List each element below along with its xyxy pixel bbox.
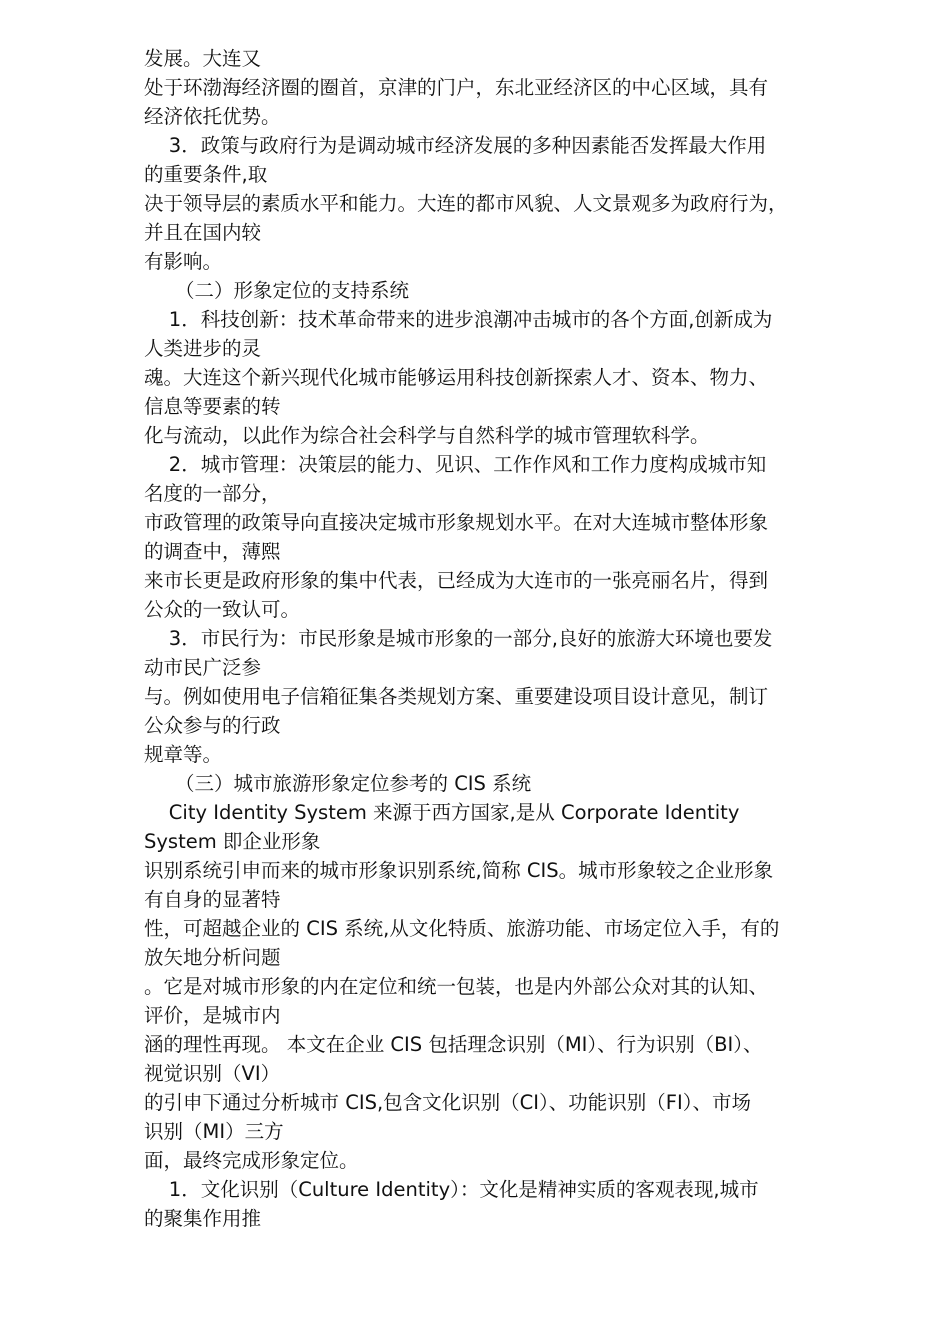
text-line: 有自身的显著特 [144, 888, 281, 911]
text-line: 有影响。 [144, 250, 223, 273]
text-line: 发展。大连又 [144, 47, 262, 70]
document-body [144, 44, 869, 1233]
text-line: 的重要条件,取 [144, 163, 268, 186]
text-line: 的调查中，薄熙 [144, 540, 281, 563]
text-line: 涵的理性再现。 本文在企业 CIS 包括理念识别（MI）、行为识别（BI）、 [144, 1033, 763, 1056]
text-line: 公众参与的行政 [144, 714, 281, 737]
text-line: （二）形象定位的支持系统 [144, 279, 409, 302]
text-line: 性，可超越企业的 CIS 系统,从文化特质、旅游功能、市场定位入手，有的 [144, 917, 780, 940]
text-line: 魂。大连这个新兴现代化城市能够运用科技创新探索人才、资本、物力、 [144, 366, 769, 389]
text-line: 动市民广泛参 [144, 656, 262, 679]
text-line: 来市长更是政府形象的集中代表，已经成为大连市的一张亮丽名片，得到 [144, 569, 769, 592]
text-line: 名度的一部分， [144, 482, 281, 505]
text-line: （三）城市旅游形象定位参考的 CIS 系统 [144, 772, 532, 795]
text-line: 的引申下通过分析城市 CIS,包含文化识别（CI）、功能识别（FI）、市场 [144, 1091, 751, 1114]
text-line: 3．政策与政府行为是调动城市经济发展的多种因素能否发挥最大作用 [144, 134, 767, 157]
text-line: 并且在国内较 [144, 221, 262, 244]
text-line: 处于环渤海经济圈的圈首，京津的门户，东北亚经济区的中心区域，具有 [144, 76, 769, 99]
text-line: 人类进步的灵 [144, 337, 262, 360]
text-line: 1．科技创新：技术革命带来的进步浪潮冲击城市的各个方面,创新成为 [144, 308, 773, 331]
text-line: 3．市民行为：市民形象是城市形象的一部分,良好的旅游大环境也要发 [144, 627, 773, 650]
text-line: 决于领导层的素质水平和能力。大连的都市风貌、人文景观多为政府行为， [144, 192, 788, 215]
text-line: 经济依托优势。 [144, 105, 281, 128]
text-line: 识别系统引申而来的城市形象识别系统,简称 CIS。城市形象较之企业形象 [144, 859, 774, 882]
text-line: 评价，是城市内 [144, 1004, 281, 1027]
text-line: 视觉识别（VI） [144, 1062, 281, 1085]
text-line: 规章等。 [144, 743, 223, 766]
text-line: 公众的一致认可。 [144, 598, 301, 621]
text-line: 的聚集作用推 [144, 1207, 262, 1230]
text-line: 化与流动，以此作为综合社会科学与自然科学的城市管理软科学。 [144, 424, 710, 447]
text-line: 。它是对城市形象的内在定位和统一包装，也是内外部公众对其的认知、 [144, 975, 769, 998]
text-line: 市政管理的政策导向直接决定城市形象规划水平。在对大连城市整体形象 [144, 511, 769, 534]
text-line: 信息等要素的转 [144, 395, 281, 418]
text-line: City Identity System 来源于西方国家,是从 Corporate Identity [144, 801, 740, 824]
text-line: 面，最终完成形象定位。 [144, 1149, 359, 1172]
text-line: 识别（MI）三方 [144, 1120, 284, 1143]
text-line: 与。例如使用电子信箱征集各类规划方案、重要建设项目设计意见，制订 [144, 685, 769, 708]
text-line: 1．文化识别（Culture Identity）：文化是精神实质的客观表现,城市 [144, 1178, 759, 1201]
text-line: System 即企业形象 [144, 830, 321, 853]
text-line: 放矢地分析问题 [144, 946, 281, 969]
text-line: 2．城市管理：决策层的能力、见识、工作作风和工作力度构成城市知 [144, 453, 767, 476]
